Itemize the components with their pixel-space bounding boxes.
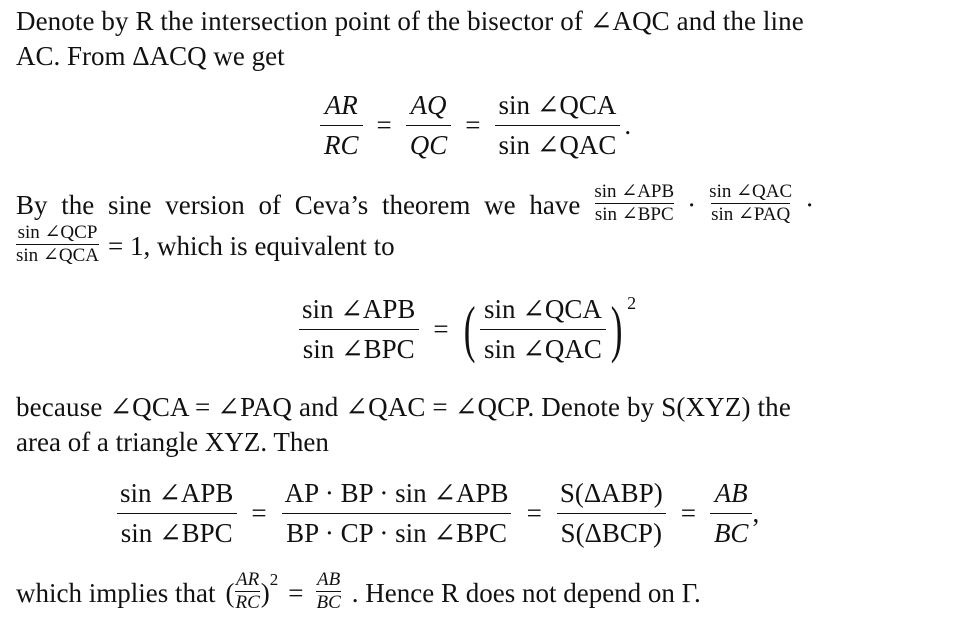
fraction-ar-rc: $\frac{AR}{RC}$	[320, 88, 363, 162]
equation-2: $\frac{\text{sin ∠APB}}{\text{sin ∠BPC}}$ = ( $\frac{\text{sin ∠QCA}}{\text{sin ∠QAC}}$ ) 2	[294, 292, 636, 366]
fraction-areas: $\frac{\text{S(ΔABP)}}{\text{S(ΔBCP)}}$	[556, 476, 667, 550]
inline-fraction-apb-bpc: $\frac{\text{sin ∠APB}}{\text{sin ∠BPC}}$	[594, 181, 675, 225]
paragraph-3	[16, 390, 946, 459]
paragraph-3-line-2: area of a triangle XYZ. Then	[16, 426, 329, 457]
fraction-sin-ratio: $\frac{\text{sin ∠APB}}{\text{sin ∠BPC}}$	[116, 476, 237, 550]
inline-fraction-ar-rc: $\frac{AR}{RC}$	[235, 569, 260, 613]
fraction-ab-bc: $\frac{AB}{BC}$	[710, 476, 753, 550]
inline-fraction-qcp-qca: $\frac{\text{sin ∠QCP}}{\text{sin ∠QCA}}$	[16, 221, 99, 266]
paragraph-3-line-1: because ∠QCA = ∠PAQ and ∠QAC = ∠QCP. Denote by S(XYZ) the	[16, 392, 791, 422]
paragraph-2	[16, 181, 946, 268]
equation-1: $\frac{AR}{RC}$ = $\frac{AQ}{QC}$ = $\frac{\text{sin ∠QCA}}{\text{sin ∠QAC}}$ .	[316, 88, 631, 162]
inline-fraction-ab-bc: $\frac{AB}{BC}$	[316, 569, 341, 613]
paragraph-1-line-2: AC. From ΔACQ we get	[16, 40, 285, 71]
equation-3: $\frac{\text{sin ∠APB}}{\text{sin ∠BPC}}$ = $\frac{\text{AP · BP · sin ∠APB}}{\text{BP · CP · sin ∠BPC}}$ = $\frac{\text{S(ΔABP)}}{\text{S(ΔBCP)}}$ = $\frac{AB}{BC}$ ,	[112, 476, 759, 550]
inline-fraction-qac-paq: $\frac{\text{sin ∠QAC}}{\text{sin ∠PAQ}}$	[709, 181, 793, 225]
paragraph-2-line-2: $\frac{\text{sin ∠QCP}}{\text{sin ∠QCA}}$ = 1, which is equivalent to	[16, 221, 395, 266]
paragraph-1-line-1: Denote by R the intersection point of the bisector of ∠AQC and the line	[16, 6, 804, 36]
paragraph-1	[16, 4, 946, 73]
fraction-sin-qca-qac-squared: $\frac{\text{sin ∠QCA}}{\text{sin ∠QAC}}$	[480, 292, 606, 366]
fraction-products: $\frac{\text{AP · BP · sin ∠APB}}{\text{BP · CP · sin ∠BPC}}$	[281, 476, 513, 550]
paragraph-2-line-1: By the sine version of Ceva’s theorem we have $\frac{\text{sin ∠APB}}{\text{sin ∠BPC}}$ · $\frac{\text{sin ∠QAC}}{\text{sin ∠PAQ}}$ ·	[16, 181, 815, 225]
fraction-aq-qc: $\frac{AQ}{QC}$	[406, 88, 452, 162]
paragraph-4: which implies that ( $\frac{AR}{RC}$ ) 2 = $\frac{AB}{BC}$ . Hence R does not depend on Γ.	[16, 569, 701, 613]
fraction-sin-qca-qac: $\frac{\text{sin ∠QCA}}{\text{sin ∠QAC}}$	[495, 88, 621, 162]
fraction-sin-apb-bpc: $\frac{\text{sin ∠APB}}{\text{sin ∠BPC}}$	[298, 292, 419, 366]
